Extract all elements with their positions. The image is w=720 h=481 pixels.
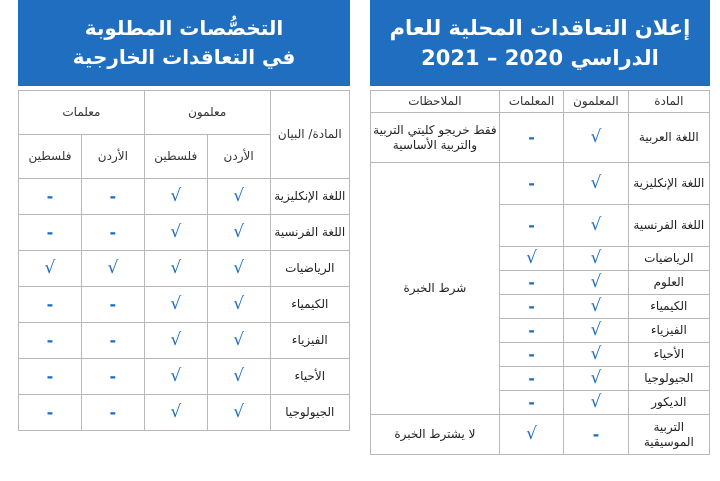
male-check-mark: √ <box>564 205 628 247</box>
female-palestine-header: فلسطين <box>19 135 82 179</box>
female-dash-mark: - <box>499 113 563 163</box>
male-jordan-check-mark: √ <box>207 395 270 431</box>
external-contracts-table <box>18 90 350 431</box>
female-dash-mark: - <box>499 205 563 247</box>
female-jordan-dash-mark: - <box>81 179 144 215</box>
male-check-mark: √ <box>564 295 628 319</box>
female-dash-mark: - <box>499 343 563 367</box>
table-row <box>371 113 710 163</box>
male-teachers-header: المعلمون <box>564 91 628 113</box>
table-row <box>19 395 350 431</box>
subject-cell: الديكور <box>628 391 709 415</box>
female-dash-mark: - <box>499 319 563 343</box>
header-title-line1: إعلان التعاقدات المحلية للعام <box>389 15 691 40</box>
table-row <box>19 179 350 215</box>
note-no-experience-required: لا يشترط الخبرة <box>371 415 500 455</box>
male-palestine-check-mark: √ <box>144 359 207 395</box>
male-dash-mark: - <box>564 415 628 455</box>
subject-cell: الكيمياء <box>270 287 349 323</box>
male-jordan-check-mark: √ <box>207 323 270 359</box>
female-dash-mark: - <box>499 367 563 391</box>
subject-cell: التربية الموسيقية <box>628 415 709 455</box>
female-palestine-dash-mark: - <box>19 359 82 395</box>
table-row <box>19 323 350 359</box>
male-check-mark: √ <box>564 113 628 163</box>
male-jordan-check-mark: √ <box>207 359 270 395</box>
male-jordan-check-mark: √ <box>207 215 270 251</box>
local-contracts-table <box>370 90 710 455</box>
note-experience-required: شرط الخبرة <box>371 163 500 415</box>
table-row <box>371 163 710 205</box>
subject-cell: اللغة الإنكليزية <box>628 163 709 205</box>
subject-cell: الرياضيات <box>270 251 349 287</box>
male-palestine-check-mark: √ <box>144 179 207 215</box>
subject-cell: اللغة الفرنسية <box>270 215 349 251</box>
female-jordan-header: الأردن <box>81 135 144 179</box>
subject-cell: الرياضيات <box>628 247 709 271</box>
male-palestine-check-mark: √ <box>144 287 207 323</box>
female-teachers-header: المعلمات <box>499 91 563 113</box>
female-dash-mark: - <box>499 295 563 319</box>
table-row <box>19 215 350 251</box>
subject-cell: الكيمياء <box>628 295 709 319</box>
female-check-mark: √ <box>499 415 563 455</box>
male-teachers-header: معلمون <box>144 91 270 135</box>
female-jordan-dash-mark: - <box>81 359 144 395</box>
female-jordan-check-mark: √ <box>81 251 144 287</box>
header-row <box>371 91 710 113</box>
male-palestine-check-mark: √ <box>144 323 207 359</box>
subject-header: المادة <box>628 91 709 113</box>
female-dash-mark: - <box>499 163 563 205</box>
male-check-mark: √ <box>564 247 628 271</box>
female-palestine-dash-mark: - <box>19 179 82 215</box>
subject-header: المادة/ البيان <box>270 91 349 179</box>
header-row <box>19 91 350 135</box>
female-palestine-dash-mark: - <box>19 287 82 323</box>
subject-cell: الأحياء <box>628 343 709 367</box>
male-palestine-check-mark: √ <box>144 215 207 251</box>
header-title-line2: الدراسي 2020 – 2021 <box>421 46 659 70</box>
male-check-mark: √ <box>564 367 628 391</box>
external-contracts-header <box>18 0 350 86</box>
female-palestine-dash-mark: - <box>19 323 82 359</box>
male-palestine-check-mark: √ <box>144 251 207 287</box>
male-jordan-check-mark: √ <box>207 287 270 323</box>
female-check-mark: √ <box>499 247 563 271</box>
subject-cell: الفيزياء <box>628 319 709 343</box>
external-contracts-panel <box>18 0 350 431</box>
subject-cell: الفيزياء <box>270 323 349 359</box>
male-check-mark: √ <box>564 391 628 415</box>
male-jordan-check-mark: √ <box>207 179 270 215</box>
subject-cell: الجيولوجيا <box>270 395 349 431</box>
male-palestine-header: فلسطين <box>144 135 207 179</box>
male-check-mark: √ <box>564 319 628 343</box>
male-check-mark: √ <box>564 163 628 205</box>
header-title-line2: في التعاقدات الخارجية <box>72 45 296 69</box>
subject-cell: الأحياء <box>270 359 349 395</box>
female-dash-mark: - <box>499 391 563 415</box>
table-row <box>19 287 350 323</box>
female-palestine-check-mark: √ <box>19 251 82 287</box>
female-teachers-header: معلمات <box>19 91 145 135</box>
male-check-mark: √ <box>564 271 628 295</box>
female-jordan-dash-mark: - <box>81 215 144 251</box>
header-title-line1: التخصُّصات المطلوبة <box>84 16 284 40</box>
table-row <box>371 415 710 455</box>
local-contracts-header <box>370 0 710 86</box>
female-jordan-dash-mark: - <box>81 323 144 359</box>
subject-cell: اللغة الفرنسية <box>628 205 709 247</box>
subject-cell: اللغة العربية <box>628 113 709 163</box>
male-check-mark: √ <box>564 343 628 367</box>
notes-header: الملاحظات <box>371 91 500 113</box>
female-jordan-dash-mark: - <box>81 287 144 323</box>
subject-cell: العلوم <box>628 271 709 295</box>
table-row <box>19 359 350 395</box>
male-jordan-check-mark: √ <box>207 251 270 287</box>
male-palestine-check-mark: √ <box>144 395 207 431</box>
local-contracts-panel <box>370 0 710 455</box>
male-jordan-header: الأردن <box>207 135 270 179</box>
subject-cell: اللغة الإنكليزية <box>270 179 349 215</box>
subject-cell: الجيولوجيا <box>628 367 709 391</box>
female-dash-mark: - <box>499 271 563 295</box>
female-palestine-dash-mark: - <box>19 395 82 431</box>
female-palestine-dash-mark: - <box>19 215 82 251</box>
female-jordan-dash-mark: - <box>81 395 144 431</box>
table-row <box>19 251 350 287</box>
note-graduates-only: فقط خريجو كليتي التربية والتربية الأساسية <box>371 113 500 163</box>
